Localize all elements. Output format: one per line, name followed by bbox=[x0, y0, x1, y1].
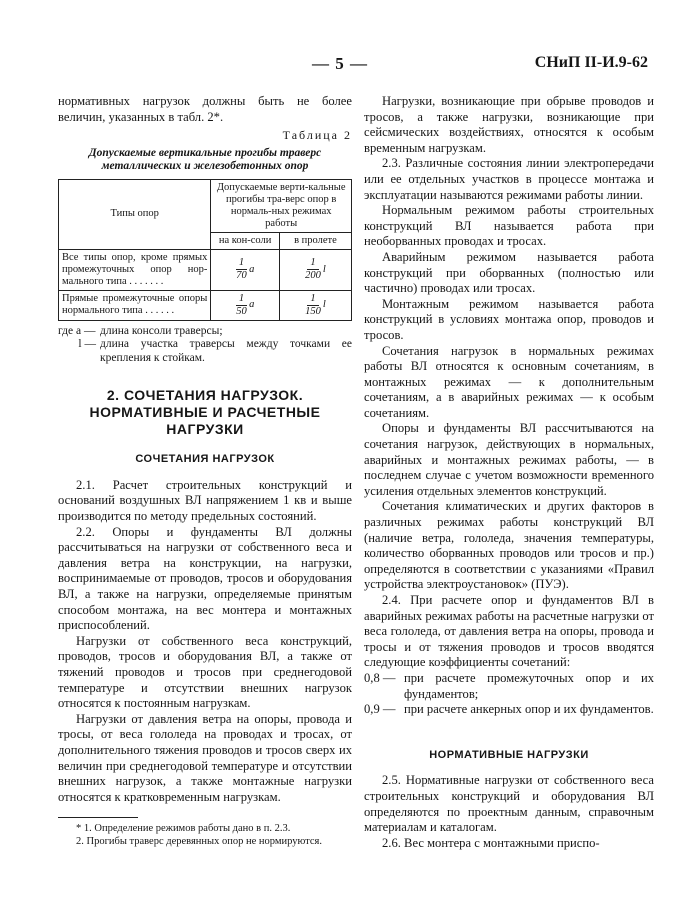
paragraph-2-2: 2.2. Опоры и фундаменты ВЛ должны рассчитываться на нагрузки от собственного веса и давления ветра на конструкции, на нагрузки, воспринимаемые от проводов, тросов и оборудования ВЛ, а также на нагрузки, определяемые принятым способом монтажа, на вес монтера и монтажных приспособлений. bbox=[58, 524, 352, 633]
table-notes: где a — длина консоли траверсы; l — длина участка траверсы между точками ее крепления к стойкам. bbox=[58, 324, 352, 364]
row-label: Все типы опор, кроме прямых промежуточных опор нор-мального типа . . . . . . . bbox=[59, 249, 211, 290]
table-row bbox=[59, 290, 352, 320]
table-row bbox=[59, 249, 352, 290]
fraction-span: $\frac{1}{150}$ l bbox=[305, 292, 326, 317]
col-header-group: Допускаемые верти-кальные прогибы тра-верс опор в нормаль-ных режимах работы bbox=[211, 179, 352, 232]
paragraph-2-5: 2.5. Нормативные нагрузки от собственного веса строительных конструкций и оборудования ВЛ определяются по проектным данным, справочным материалам и каталогам. bbox=[364, 773, 654, 835]
footnote: 2. Прогибы траверс деревянных опор не нормируются. bbox=[76, 836, 323, 848]
paragraph-2-4: 2.4. При расчете опор и фундаментов ВЛ в аварийных режимах работы на расчетные нагрузки от веса гололеда, от давления ветра на опоры, провода и тросы и от тяжения проводов и тросов вводятся следующие коэффициенты сочетаний: bbox=[364, 593, 654, 670]
coefficient-list bbox=[364, 671, 654, 718]
right-column bbox=[364, 94, 654, 851]
paragraph-2-1: 2.1. Расчет строительных конструкций и оснований воздушных ВЛ напряжением 1 кв и выше производится по методу предельных состояний. bbox=[58, 477, 352, 524]
subsection-title: СОЧЕТАНИЯ НАГРУЗОК bbox=[135, 453, 275, 466]
paragraph: Нормальным режимом работы строительных конструкций ВЛ называется работа при необорванных проводах и тросах. bbox=[364, 203, 654, 249]
table-caption: Таблица 2 bbox=[282, 128, 352, 143]
deflection-table bbox=[58, 179, 352, 321]
paragraph-2-3: 2.3. Различные состояния линии электропередачи или ее отдельных участков в процессе монтажа и эксплуатации называются режимами работы линии. bbox=[364, 156, 654, 202]
row-label: Прямые промежуточные опоры нормального типа . . . . . . bbox=[59, 290, 211, 320]
paragraph: Сочетания нагрузок в нормальных режимах работы ВЛ относятся к основным сочетаниям, в монтажных режимах — к дополнительным сочетаниям, а в аварийных режимах — к особым сочетаниям. bbox=[364, 343, 654, 420]
col-header-type: Типы опор bbox=[59, 179, 211, 249]
paragraph: Монтажным режимом называется работа конструкций в условиях монтажа опор, проводов и тросов. bbox=[364, 296, 654, 342]
document-code: СНиП II-И.9-62 bbox=[534, 54, 648, 71]
paragraph: Нагрузки от давления ветра на опоры, провода и тросы, от веса гололеда на проводах и тросах, от дополнительного тяжения проводов и тросов сверх их величин при среднегодовой температуре и отсутствии внешних нагрузок, а также монтажные нагрузки относятся к кратковременным нагрузкам. bbox=[58, 711, 352, 804]
footnotes bbox=[58, 822, 352, 848]
fraction-console: $\frac{1}{70}$ a bbox=[236, 257, 255, 282]
list-item: 0,9 — при расчете анкерных опор и их фундаментов. bbox=[364, 702, 654, 717]
footnote-divider bbox=[58, 817, 138, 818]
paragraph-2-6: 2.6. Вес монтера с монтажными приспо- bbox=[382, 835, 600, 850]
fraction-span: $\frac{1}{200}$ l bbox=[305, 257, 326, 282]
section-title: 2. СОЧЕТАНИЯ НАГРУЗОК. НОРМАТИВНЫЕ И РАСЧЕТНЫЕ НАГРУЗКИ bbox=[89, 387, 321, 438]
page-number: — 5 — bbox=[312, 54, 368, 73]
fraction-console: $\frac{1}{50}$ a bbox=[236, 292, 255, 317]
list-item: 0,8 — при расчете промежуточных опор и их фундаментов; bbox=[364, 670, 654, 701]
paragraph: Нагрузки от собственного веса конструкций, проводов, тросов и оборудования ВЛ, а также от тяжений проводов и тросов при среднегодовой температуре и отсутствии внешних нагрузок относятся к постоянным нагрузкам. bbox=[58, 633, 352, 711]
intro-paragraph: нормативных нагрузок должны быть не более величин, указанных в табл. 2*. bbox=[58, 94, 352, 124]
paragraph: Нагрузки, возникающие при обрыве проводов и тросов, а также нагрузки, возникающие при сейсмических воздействиях, относятся к особым временным нагрузкам. bbox=[364, 94, 654, 155]
paragraph: Опоры и фундаменты ВЛ рассчитываются на сочетания нагрузок, действующих в нормальных, аварийных и монтажных режимах работы, — в последнем случае с учетом возможности временного усиления отдельных элементов конструкций. bbox=[364, 421, 654, 498]
table-title: Допускаемые вертикальные прогибы траверс металлических и железобетонных опор bbox=[88, 146, 322, 172]
col-header-span: в пролете bbox=[279, 232, 351, 249]
col-header-console: на кон-соли bbox=[211, 232, 280, 249]
subsection-title: НОРМАТИВНЫЕ НАГРУЗКИ bbox=[429, 748, 589, 761]
footnote: * 1. Определение режимов работы дано в п. 2.3. bbox=[76, 823, 291, 835]
page-header bbox=[0, 54, 700, 76]
left-column bbox=[58, 94, 352, 848]
paragraph: Сочетания климатических и других факторов в различных режимах работы конструкций ВЛ (наличие ветра, гололеда, значения температуры, количество оборванных проводов или тросов и пр.) определяются в соответствии с указаниями «Правил устройства электроустановок» (ПУЭ). bbox=[364, 499, 654, 592]
paragraph: Аварийным режимом называется работа конструкций при оборванных (полностью или частично) проводах или тросах. bbox=[364, 249, 654, 296]
